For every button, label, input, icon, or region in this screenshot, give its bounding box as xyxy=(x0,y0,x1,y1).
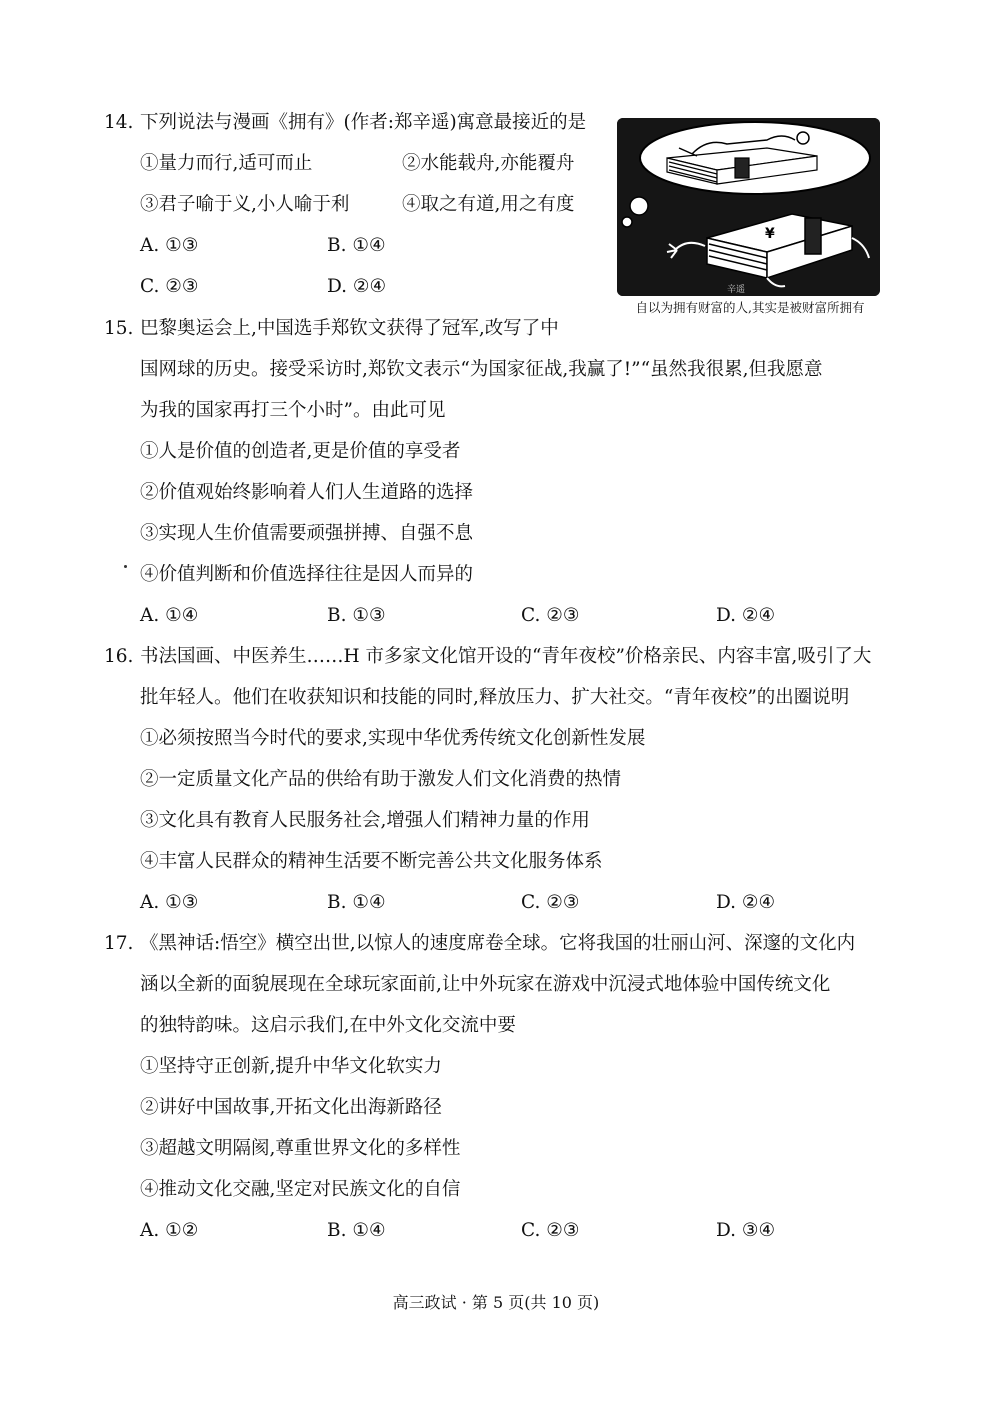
q16-answer-d: D. ②④ xyxy=(716,892,776,913)
q15-option-1: ①人是价值的创造者,更是价值的享受者 xyxy=(140,441,461,462)
q16-answer-a: A. ①③ xyxy=(140,892,199,913)
q15-answer-b: B. ①③ xyxy=(327,605,386,626)
q15-answer-a: A. ①④ xyxy=(140,605,199,626)
q17-answer-b: B. ①④ xyxy=(327,1220,386,1241)
q14-answer-b: B. ①④ xyxy=(327,235,386,256)
q17-stem-line-3: 的独特韵味。这启示我们,在中外文化交流中要 xyxy=(140,1015,516,1036)
cartoon-caption: 自以为拥有财富的人,其实是被财富所拥有 xyxy=(635,300,865,315)
q14-answer-a: A. ①③ xyxy=(140,235,199,256)
q14-stem: 下列说法与漫画《拥有》(作者:郑辛遥)寓意最接近的是 xyxy=(140,112,587,133)
q16-option-4: ④丰富人民群众的精神生活要不断完善公共文化服务体系 xyxy=(140,851,603,872)
q14-answer-d: D. ②④ xyxy=(327,276,387,297)
q17-answer-a: A. ①② xyxy=(140,1220,199,1241)
q14-option-4: ④取之有道,用之有度 xyxy=(402,194,575,215)
q14-answer-c: C. ②③ xyxy=(140,276,199,297)
q17-option-2: ②讲好中国故事,开拓文化出海新路径 xyxy=(140,1097,442,1118)
cartoon-signature: 辛遥 xyxy=(727,285,746,295)
q16-stem-line-2: 批年轻人。他们在收获知识和技能的同时,释放压力、扩大社交。“青年夜校”的出圈说明 xyxy=(140,687,850,708)
q16-number: 16. xyxy=(104,646,134,667)
q17-option-3: ③超越文明隔阂,尊重世界文化的多样性 xyxy=(140,1138,461,1159)
q14-option-3: ③君子喻于义,小人喻于利 xyxy=(140,194,350,215)
q17-answer-d: D. ③④ xyxy=(716,1220,776,1241)
q15-answer-c: C. ②③ xyxy=(521,605,580,626)
q16-stem-line-1: 书法国画、中医养生……H 市多家文化馆开设的“青年夜校”价格亲民、内容丰富,吸引了大 xyxy=(140,646,872,667)
q17-option-1: ①坚持守正创新,提升中华文化软实力 xyxy=(140,1056,442,1077)
q17-stem-line-1: 《黑神话:悟空》横空出世,以惊人的速度席卷全球。它将我国的壮丽山河、深邃的文化内 xyxy=(140,933,856,954)
q16-option-2: ②一定质量文化产品的供给有助于激发人们文化消费的热情 xyxy=(140,769,622,790)
q16-answer-c: C. ②③ xyxy=(521,892,580,913)
q15-answer-d: D. ②④ xyxy=(716,605,776,626)
q15-option-3: ③实现人生价值需要顽强拼搏、自强不息 xyxy=(140,523,474,544)
q15-stem-line-1: 巴黎奥运会上,中国选手郑钦文获得了冠军,改写了中 xyxy=(140,318,559,339)
q17-number: 17. xyxy=(104,933,134,954)
q15-number: 15. xyxy=(104,318,134,339)
q16-option-3: ③文化具有教育人民服务社会,增强人们精神力量的作用 xyxy=(140,810,590,831)
q15-option-4: ④价值判断和价值选择往往是因人而异的 xyxy=(140,564,474,585)
q14-option-2: ②水能载舟,亦能覆舟 xyxy=(402,153,575,174)
q15-stem-line-3: 为我的国家再打三个小时”。由此可见 xyxy=(140,400,446,421)
page-footer: 高三政试 · 第 5 页(共 10 页) xyxy=(392,1293,600,1312)
q15-stem-line-2: 国网球的历史。接受采访时,郑钦文表示“为国家征战,我赢了!”“虽然我很累,但我愿意 xyxy=(140,359,823,380)
q14-number: 14. xyxy=(104,112,134,133)
q17-option-4: ④推动文化交融,坚定对民族文化的自信 xyxy=(140,1179,461,1200)
q15-option-2: ②价值观始终影响着人们人生道路的选择 xyxy=(140,482,474,503)
q16-answer-b: B. ①④ xyxy=(327,892,386,913)
q17-answer-c: C. ②③ xyxy=(521,1220,580,1241)
stray-dot xyxy=(124,565,127,568)
q17-stem-line-2: 涵以全新的面貌展现在全球玩家面前,让中外玩家在游戏中沉浸式地体验中国传统文化 xyxy=(140,974,831,995)
cartoon-drawing xyxy=(617,118,880,296)
cartoon-yen-symbol: ¥ xyxy=(765,226,775,242)
q14-option-1: ①量力而行,适可而止 xyxy=(140,153,313,174)
q16-option-1: ①必须按照当今时代的要求,实现中华优秀传统文化创新性发展 xyxy=(140,728,646,749)
q14-cartoon-image xyxy=(617,118,880,296)
